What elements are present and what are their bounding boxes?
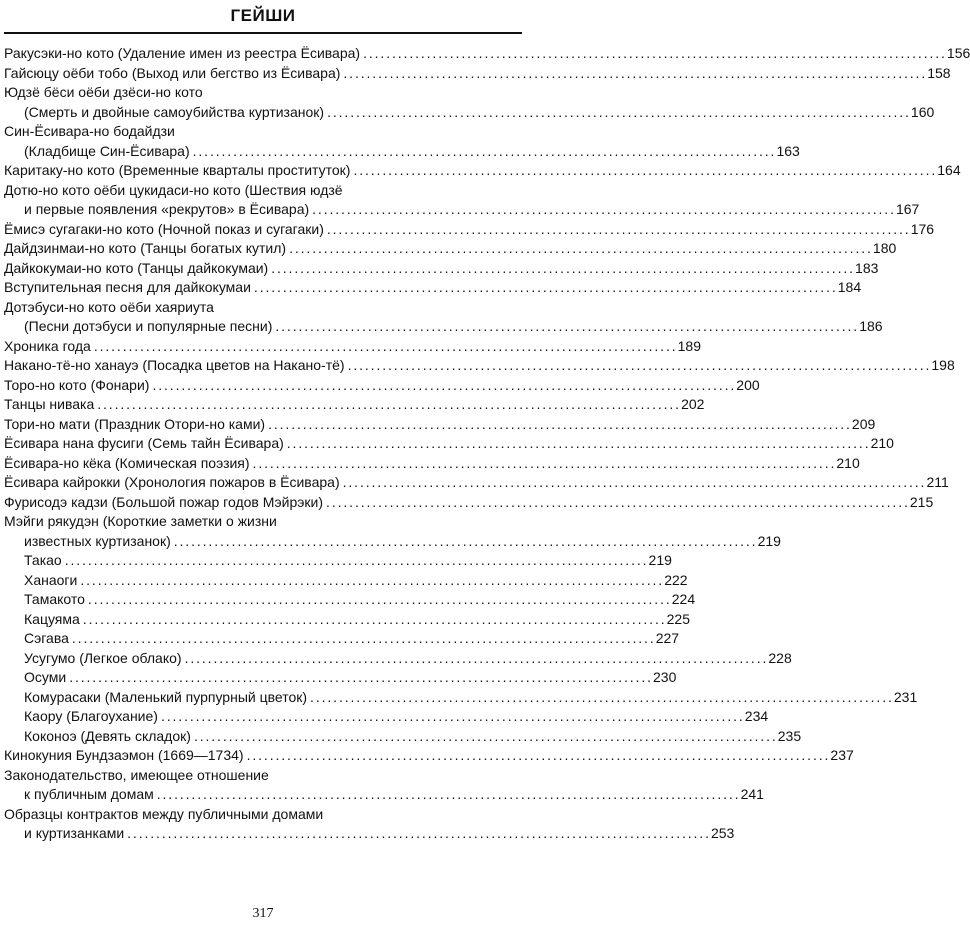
toc-subentry: [4, 571, 688, 591]
toc-entry-row: [4, 44, 970, 64]
toc-page-number: 202: [681, 396, 705, 412]
toc-subentry: [4, 649, 792, 669]
toc-entry-title: (Песни дотэбуси и популярные песни): [24, 318, 273, 334]
toc-entry-row: [4, 220, 935, 240]
toc-entry-row: [4, 64, 951, 84]
dot-leader: [72, 629, 653, 649]
running-header-title: ГЕЙШИ: [230, 6, 296, 25]
toc-entry-title: Комурасаки (Маленький пурпурный цветок): [24, 688, 308, 705]
toc-entry: [4, 161, 961, 181]
dot-leader: [253, 454, 834, 474]
toc-entry-title: (Смерть и двойные самоубийства куртизанок): [24, 103, 325, 120]
dot-leader: [83, 610, 664, 630]
toc-entry-row: [4, 785, 764, 805]
toc-entry-row: [4, 142, 800, 162]
dot-leader: [343, 64, 924, 84]
toc-entry-title: Коконоэ (Девять складок): [24, 727, 191, 744]
dot-leader: [161, 707, 742, 727]
dot-leader: [127, 824, 708, 844]
toc-entry-title: Кацуяма: [24, 610, 80, 627]
toc-page-number: 183: [855, 259, 879, 276]
table-of-contents: [4, 44, 970, 844]
toc-entry: [4, 44, 970, 64]
toc-page-number: 176: [910, 220, 935, 237]
toc-page-number: 231: [893, 688, 918, 705]
toc-entry-row: [4, 571, 688, 591]
toc-entry-title: и куртизанками: [24, 825, 125, 841]
toc-subentry: [4, 610, 690, 630]
toc-entry-row: [4, 259, 879, 279]
dot-leader: [69, 668, 650, 688]
toc-entry: [4, 356, 955, 376]
toc-entry-title: Усугумо (Легкое облако): [24, 649, 182, 666]
toc-entry-row: [4, 356, 955, 376]
toc-entry-row: [4, 454, 860, 474]
dot-leader: [193, 142, 774, 162]
toc-entry: [4, 337, 701, 357]
dot-leader: [310, 688, 891, 708]
dot-leader: [343, 473, 924, 493]
toc-entry-row: [4, 337, 701, 357]
toc-subentry: [4, 727, 802, 747]
toc-entry-title: Тамакото: [24, 591, 85, 607]
toc-page-number: 222: [664, 571, 688, 588]
toc-entry-row: [4, 278, 862, 298]
toc-entry: [4, 298, 883, 337]
header-rule: [4, 32, 522, 34]
toc-entry-title: (Кладбище Син-Ёсивара): [24, 142, 190, 159]
toc-entry-text-line: Образцы контрактов между публичными домами: [4, 805, 324, 822]
toc-entry-title: Каору (Благоухание): [24, 708, 158, 724]
toc-entry-title: Дайдзинмаи-но кото (Танцы богатых кутил): [4, 240, 287, 256]
toc-entry-row: [4, 200, 920, 220]
toc-entry-title: известных куртизанок): [24, 532, 171, 549]
dot-leader: [268, 415, 849, 435]
toc-entry: [4, 259, 879, 279]
toc-entry-title: Такао: [24, 552, 62, 568]
toc-entry-row: [4, 824, 735, 844]
toc-page-number: 180: [872, 240, 897, 256]
dot-leader: [97, 395, 678, 415]
toc-page-number: 219: [757, 532, 781, 549]
toc-entry-title: Кинокуния Бундзаэмон (1669—1734): [4, 747, 244, 763]
toc-entry-row: [4, 161, 961, 181]
toc-entry-title: Ёсивара-но кёка (Комическая поэзия): [4, 454, 250, 471]
toc-subentry: [4, 668, 677, 688]
toc-entry-row: [4, 629, 680, 649]
toc-entry: [4, 278, 862, 298]
dot-leader: [194, 727, 775, 747]
toc-page-number: 210: [836, 454, 860, 471]
toc-entry-row: [4, 688, 918, 708]
toc-entry-row: [4, 395, 705, 415]
toc-entry-row: [4, 434, 894, 454]
toc-page-number: 156: [946, 45, 970, 61]
toc-page-number: 234: [744, 708, 769, 724]
toc-entry-row: [4, 317, 883, 337]
toc-entry-row: [4, 532, 781, 552]
toc-entry-text-line: Законодательство, имеющее отношение: [4, 766, 269, 783]
toc-entry: [4, 415, 876, 435]
toc-entry: [4, 64, 951, 84]
toc-entry-row: [4, 590, 696, 610]
toc-page-number: 215: [909, 493, 934, 510]
dot-leader: [348, 356, 929, 376]
dot-leader: [327, 220, 908, 240]
toc-entry-title: Вступительная песня для дайкокумаи: [4, 279, 251, 295]
toc-entry: [4, 181, 920, 220]
toc-entry-row: [4, 746, 854, 766]
toc-entry-title: Фурисодэ кадзи (Большой пожар годов Мэйрэки): [4, 493, 324, 510]
toc-page-number: 164: [937, 162, 961, 178]
dot-leader: [326, 493, 907, 513]
toc-entry: [4, 454, 860, 474]
toc-subentry: [4, 551, 672, 571]
toc-entry-title: Гайсюцу оёби тобо (Выход или бегство из Ёсивара): [4, 64, 341, 81]
toc-entry: [4, 473, 949, 493]
toc-entry: [4, 493, 934, 513]
toc-page-number: 211: [926, 474, 949, 490]
toc-page-number: 224: [671, 591, 696, 607]
toc-entry-title: Хроника года: [4, 337, 91, 354]
dot-leader: [254, 278, 835, 298]
toc-page-number: 237: [830, 747, 854, 763]
toc-page-number: 186: [859, 318, 883, 334]
toc-entry: [4, 512, 781, 551]
toc-page-number: 228: [768, 649, 792, 666]
toc-entry-row: [4, 668, 677, 688]
toc-entry-title: Накано-тё-но ханауэ (Посадка цветов на Накано-тё): [4, 357, 345, 373]
toc-entry-title: Ёмисэ сугагаки-но кото (Ночной показ и сугагаки): [4, 220, 324, 237]
toc-subentry: [4, 590, 696, 610]
toc-page-number: 184: [837, 279, 862, 295]
toc-page-number: 253: [710, 825, 735, 841]
toc-entry: [4, 83, 935, 122]
page-number: 317: [252, 906, 274, 921]
dot-leader: [353, 161, 934, 181]
toc-entry-title: Ёсивара нана фусиги (Семь тайн Ёсивара): [4, 435, 284, 451]
toc-page-number: 230: [653, 669, 677, 685]
dot-leader: [327, 103, 908, 123]
toc-page-number: 219: [648, 552, 672, 568]
toc-entry-row: [4, 473, 949, 493]
dot-leader: [152, 376, 733, 396]
toc-entry-row: [4, 551, 672, 571]
toc-entry-row: [4, 649, 792, 669]
dot-leader: [80, 571, 661, 591]
toc-page-number: 189: [677, 337, 701, 354]
toc-entry-title: Ракусэки-но кото (Удаление имен из реестра Ёсивара): [4, 45, 361, 61]
toc-entry-row: [4, 493, 934, 513]
dot-leader: [247, 746, 828, 766]
toc-entry-row: [4, 103, 935, 123]
dot-leader: [65, 551, 646, 571]
toc-page-number: 158: [927, 64, 951, 81]
toc-entry-title: Ханаоги: [24, 571, 78, 588]
toc-entry-text-line: Юдзё бёси оёби дзёси-но кото: [4, 84, 203, 100]
dot-leader: [275, 317, 856, 337]
toc-entry-title: Ёсивара кайрокки (Хронология пожаров в Ёсивара): [4, 474, 340, 490]
toc-entry-title: Танцы нивака: [4, 396, 95, 412]
toc-entry-title: Торо-но кото (Фонари): [4, 376, 150, 393]
toc-entry-text-line: Дотэбуси-но кото оёби хаяриута: [4, 298, 214, 315]
toc-entry-title: Тори-но мати (Праздник Отори-но ками): [4, 415, 266, 432]
toc-entry: [4, 395, 705, 415]
toc-page-number: 198: [931, 357, 955, 373]
toc-entry-text-line: Син-Ёсивара-но бодайдзи: [4, 123, 175, 139]
dot-leader: [185, 649, 766, 669]
toc-entry-row: [4, 727, 802, 747]
toc-entry-row: [4, 376, 760, 396]
toc-entry-title: к публичным домам: [24, 786, 154, 802]
toc-subentry: [4, 707, 769, 727]
dot-leader: [287, 434, 868, 454]
toc-entry: [4, 220, 935, 240]
toc-entry-title: Каритаку-но кото (Временные кварталы проституток): [4, 162, 351, 178]
toc-entry-title: Сэгава: [24, 630, 69, 646]
dot-leader: [363, 44, 944, 64]
dot-leader: [271, 259, 852, 279]
toc-entry-row: [4, 415, 876, 435]
dot-leader: [88, 590, 669, 610]
dot-leader: [157, 785, 738, 805]
toc-page-number: 167: [895, 201, 920, 217]
toc-page-number: 160: [910, 103, 935, 120]
toc-entry-row: [4, 239, 897, 259]
toc-entry: [4, 122, 800, 161]
toc-page-number: 210: [870, 435, 894, 451]
toc-entry: [4, 434, 894, 454]
toc-entry-title: и первые появления «рекрутов» в Ёсивара): [24, 201, 310, 217]
toc-entry-text-line: Мэйги рякудэн (Короткие заметки о жизни: [4, 513, 277, 529]
toc-entry-title: Осуми: [24, 669, 67, 685]
toc-entry: [4, 239, 897, 259]
toc-page-number: 225: [666, 610, 690, 627]
toc-entry-row: [4, 707, 769, 727]
dot-leader: [94, 337, 675, 357]
toc-entry: [4, 376, 760, 396]
dot-leader: [174, 532, 755, 552]
dot-leader: [289, 239, 870, 259]
toc-page-number: 235: [777, 727, 802, 744]
toc-entry-row: [4, 610, 690, 630]
toc-page-number: 227: [655, 630, 680, 646]
toc-entry: [4, 805, 735, 844]
toc-subentry: [4, 688, 918, 708]
toc-entry: [4, 766, 764, 805]
toc-page-number: 163: [776, 142, 800, 159]
dot-leader: [312, 200, 893, 220]
toc-subentry: [4, 629, 680, 649]
toc-page-number: 200: [736, 376, 760, 393]
toc-entry-title: Дайкокумаи-но кото (Танцы дайкокумаи): [4, 259, 269, 276]
toc-entry-text-line: Дотю-но кото оёби цукидаси-но кото (Шествия юдзё: [4, 181, 343, 198]
toc-entry: [4, 746, 854, 766]
toc-page-number: 241: [740, 786, 764, 802]
toc-page-number: 209: [851, 415, 876, 432]
